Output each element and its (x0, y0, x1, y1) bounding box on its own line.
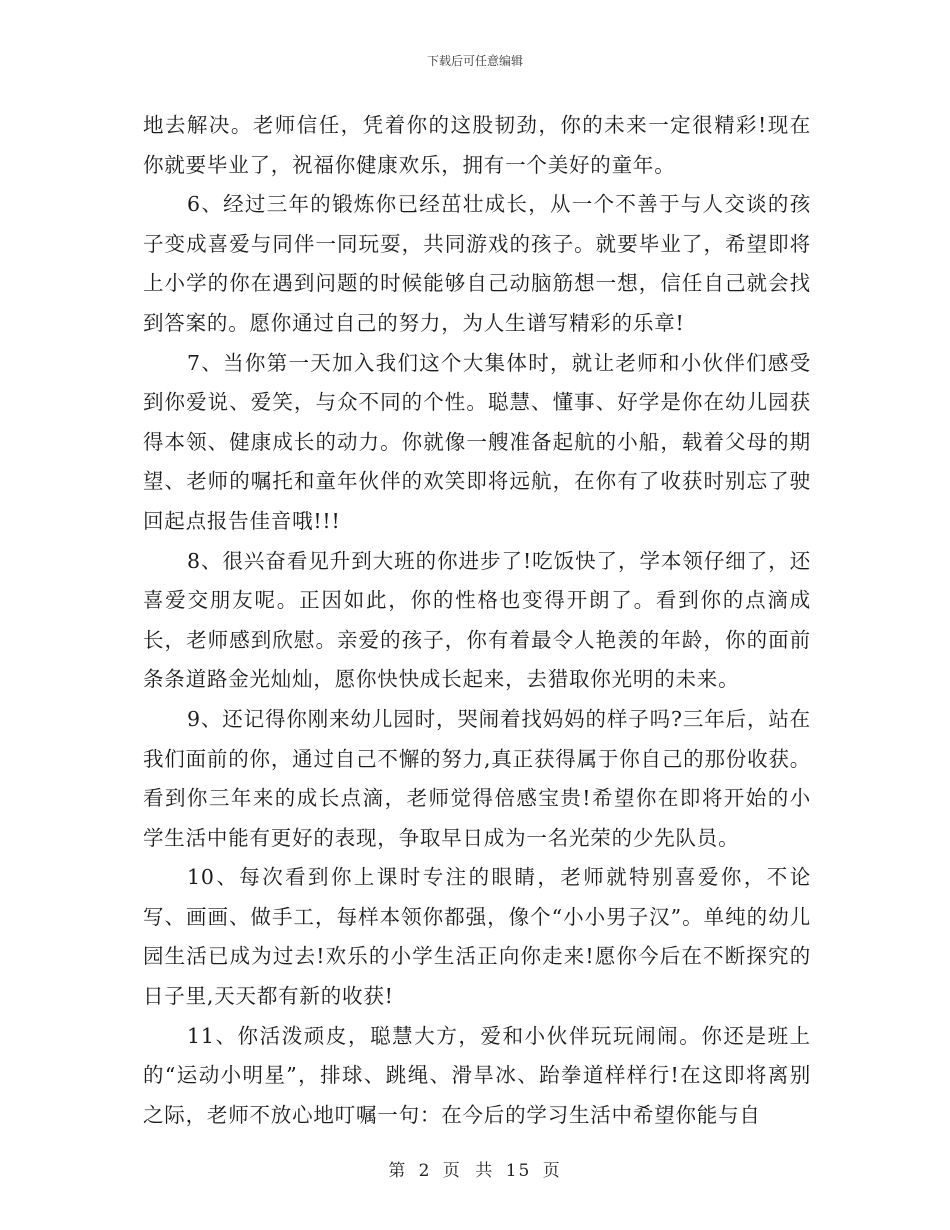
footer-suffix: 页 (542, 1161, 562, 1181)
page-footer (0, 1156, 950, 1181)
paragraph-continuation: 地去解决。老师信任，凭着你的这股韧劲，你的未来一定很精彩!现在你就要毕业了，祝福你健康欢乐，拥有一个美好的童年。 (143, 113, 811, 177)
paragraph-8: 8、很兴奋看见升到大班的你进步了!吃饭快了，学本领仔细了，还喜爱交朋友呢。正因如此，你的性格也变得开朗了。看到你的点滴成长，老师感到欣慰。亲爱的孩子，你有着最令人艳羡的年龄，你的面前条条道路金光灿灿，愿你快快成长起来，去猎取你光明的未来。 (143, 548, 811, 692)
paragraph-6: 6、经过三年的锻炼你已经茁壮成长，从一个不善于与人交谈的孩子变成喜爱与同伴一同玩耍，共同游戏的孩子。就要毕业了，希望即将上小学的你在遇到问题的时候能够自己动脑筋想一想，信任自己就会找到答案的。愿你通过自己的努力，为人生谱写精彩的乐章! (143, 192, 811, 335)
footer-page-number: 2 (418, 1161, 432, 1181)
page-header: 下载后可任意编辑 (426, 54, 523, 68)
paragraph-7: 7、当你第一天加入我们这个大集体时，就让老师和小伙伴们感受到你爱说、爱笑，与众不同的个性。聪慧、懂事、好学是你在幼儿园获得本领、健康成长的动力。你就像一艘准备起航的小船，载着父母的期望、老师的嘱托和童年伙伴的欢笑即将远航，在你有了收获时别忘了驶回起点报告佳音哦!!! (143, 350, 811, 533)
document-body (143, 106, 811, 1135)
paragraph-11: 11、你活泼顽皮，聪慧大方，爱和小伙伴玩玩闹闹。你还是班上的“运动小明星”，排球、跳绳、滑旱冰、跆拳道样样行!在这即将离别之际，老师不放心地叮嘱一句：在今后的学习生活中希望你能与自 (143, 1023, 811, 1127)
paragraph-9: 9、还记得你刚来幼儿园时，哭闹着找妈妈的样子吗?三年后，站在我们面前的你，通过自己不懈的努力,真正获得属于你自己的那份收获。看到你三年来的成长点滴，老师觉得倍感宝贵!希望你在即将开始的小学生活中能有更好的表现，争取早日成为一名光荣的少先队员。 (143, 706, 811, 850)
paragraph-10: 10、每次看到你上课时专注的眼睛，老师就特别喜爱你，不论写、画画、做手工，每样本领你都强，像个“小小男子汉”。单纯的幼儿园生活已成为过去!欢乐的小学生活正向你走来!愿你今后在不断探究的日子里,天天都有新的收获! (143, 865, 811, 1009)
footer-middle: 页 共 (442, 1161, 495, 1181)
footer-prefix: 第 (388, 1161, 408, 1181)
footer-total-pages: 15 (505, 1161, 532, 1181)
